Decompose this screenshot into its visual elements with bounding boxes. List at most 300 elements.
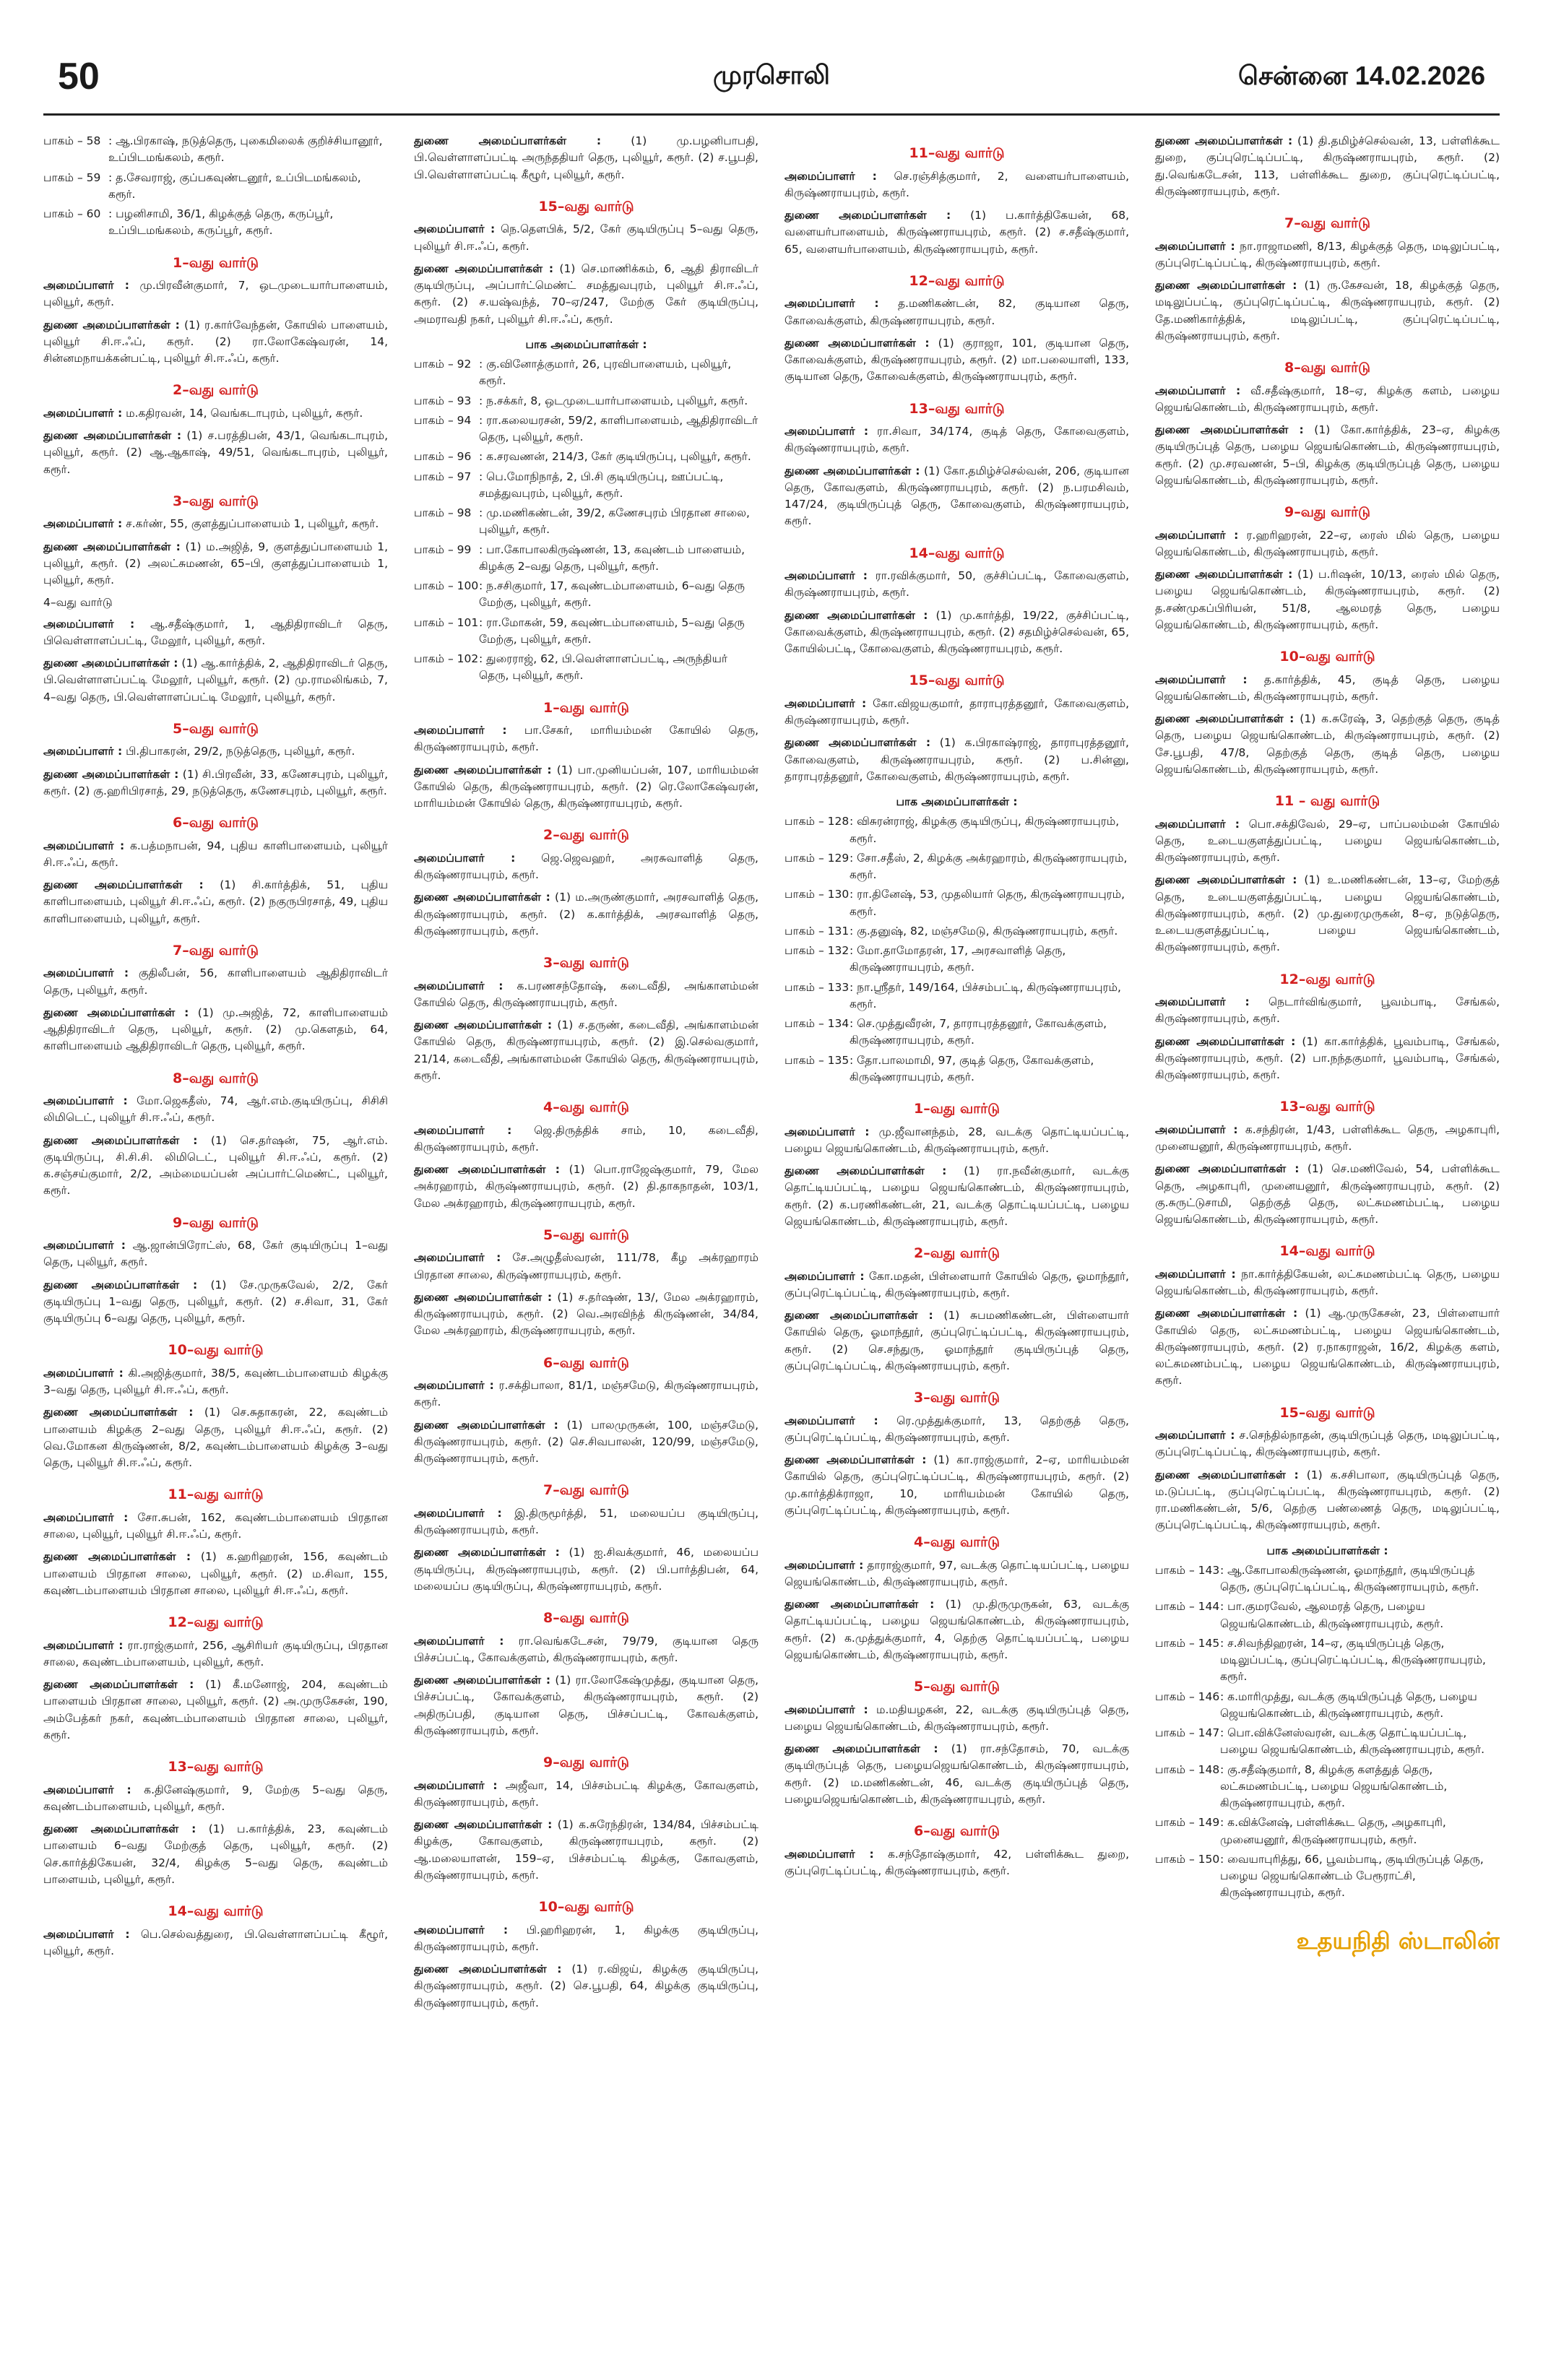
member-details: (1) கா.கார்த்திக், பூவம்பாடி, சேங்கல், கிருஷ்ணராயபுரம், கரூர். (2) பா.நந்தகுமார், பூவம்பாடி, சேங்கல், கிருஷ்ணராயபுரம், கரூர். xyxy=(1155,1034,1500,1081)
ward-heading: 15–வது வார்டு xyxy=(1279,1404,1375,1421)
member-details: பி.திபாகரன், 29/2, நடுத்தெரு, புலியூர், கரூர். xyxy=(122,745,355,758)
role-label: அமைப்பாளர் : xyxy=(414,724,507,737)
booth-number: பாகம் – 100 xyxy=(414,579,479,592)
member-entry xyxy=(43,877,388,927)
role-label: துணை அமைப்பாளர்கள் : xyxy=(1155,873,1297,887)
member-entry xyxy=(43,1093,388,1127)
member-entry xyxy=(43,965,388,999)
member-details: ரா.ராஜ்குமார், 256, ஆசிரியர் குடியிருப்பு, பிரதான சாலை, கவுண்டம்பாளையம், புலியூர், கரூர். xyxy=(43,1638,388,1669)
role-label: துணை அமைப்பாளர்கள் : xyxy=(414,1963,562,1976)
ward-heading: 11–வது வார்டு xyxy=(168,1487,264,1503)
member-details: (1) சே.முருகவேல், 2/2, கேர் குடியிருப்பு 1–வது தெரு, புலியூர், கரூர். (2) ச.சிவா, 31, கேர் குடியிருப்பு 6–வது தெரு, புலியூர், கரூர். xyxy=(43,1278,388,1325)
role-label: துணை அமைப்பாளர்கள் : xyxy=(1155,1034,1296,1048)
member-entry xyxy=(785,168,1129,202)
booth-number: பாகம் – 150 xyxy=(1155,1852,1220,1866)
role-label: துணை அமைப்பாளர்கள் : xyxy=(1155,1468,1299,1481)
member-details: மு.பிரவீன்குமார், 7, ஒடமுடையார்பாளையம், புலியூர், கரூர். xyxy=(43,279,388,309)
ward-heading: 13–வது வார்டு xyxy=(168,1759,264,1775)
ward-label: 4–வது வார்டு xyxy=(43,596,113,610)
role-label: அமைப்பாளர் : xyxy=(43,1239,126,1252)
member-details: (1) ச.தருண், கடைவீதி, அங்காளம்மன் கோயில் தெரு, கிருஷ்ணராயபுரம், கரூர். (2) இ.செல்வகுமார், 21/14, கடைவீதி, அங்காளம்மன் கோயில் தெரு, கிருஷ்ணராயபுரம், கரூர். xyxy=(414,1018,758,1082)
booth-entry xyxy=(1155,1851,1500,1902)
member-details: (1) கா.ராஜ்குமார், 2–ஏ, மாரியம்மன் கோயில் தெரு, குப்புரெட்டிப்பட்டி, கிருஷ்ணராயபுரம், கரூர். (2) மு.கார்த்திக்ராஜா, 10, மாரியம்மன் கோயில் தெரு, குப்புரெட்டிப்பட்டி, கிருஷ்ணராயபுரம், கரூர். xyxy=(785,1453,1129,1517)
member-entry xyxy=(1155,672,1500,706)
role-label: துணை அமைப்பாளர்கள் : xyxy=(785,1598,935,1611)
booth-section-heading: பாக அமைப்பாளர்கள் : xyxy=(525,337,647,351)
member-entry xyxy=(43,428,388,478)
ward-heading: 8–வது வார்டு xyxy=(173,1070,259,1086)
member-details: க.சந்திரன், 1/43, பள்ளிக்கூட தெரு, அழகாபுரி, முனையனூர், கிருஷ்ணராயபுரம், கரூர். xyxy=(1155,1122,1500,1153)
booth-entry xyxy=(414,412,758,446)
member-entry xyxy=(785,1596,1129,1663)
booth-member: : மோ.தாமோதரன், 17, அரசவாளித் தெரு, கிருஷ்ணராயபுரம், கரூர். xyxy=(850,944,1066,974)
ward-heading: 6–வது வார்டு xyxy=(543,1354,629,1371)
member-details: ஆ.சதீஷ்குமார், 1, ஆதிதிராவிடர் தெரு, பிவெள்ளாளப்பட்டி, மேலூர், புலியூர், கரூர். xyxy=(43,617,388,647)
member-details: மு.ஜீவானந்தம், 28, வடக்கு தொட்டியப்பட்டி, பழைய ஜெயங்கொண்டம், கிருஷ்ணராயபுரம், கரூர். xyxy=(785,1125,1129,1155)
ward-heading: 2–வது வார்டு xyxy=(173,382,259,399)
booth-member: : பா.கோபாலகிருஷ்ணன், 13, கவுண்டம் பாளையம், கிழக்கு 2–வது தெரு, புலியூர், கரூர். xyxy=(479,542,745,573)
role-label: அமைப்பாளர் : xyxy=(43,1094,128,1107)
role-label: அமைப்பாளர் : xyxy=(1155,239,1235,253)
role-label: துணை அமைப்பாளர்கள் : xyxy=(785,209,951,222)
role-label: அமைப்பாளர் : xyxy=(43,839,125,852)
member-details: (1) ர.கார்வேந்தன், கோயில் பாளையம், புலியூர் சி.ஈ.ஃப், கரூர். (2) ரா.லோகேஷ்வரன், 14, சின்னமநாயக்கன்பட்டி, புலியூர் சி.ஈ.ஃப், கரூர். xyxy=(43,318,388,365)
member-entry xyxy=(785,1163,1129,1230)
role-label: துணை அமைப்பாளர்கள் : xyxy=(43,657,178,670)
ward-heading: 9–வது வார்டு xyxy=(173,1214,259,1231)
booth-number: பாகம் – 99 xyxy=(414,542,472,556)
booth-member: : பா.குமரவேல், ஆலமரத் தெரு, பழைய ஜெயங்கொண்டம், கிருஷ்ணராயபுரம், கரூர். xyxy=(1220,1600,1444,1630)
booth-member: : ஆ.பிரகாஷ், நடுத்தெரு, புகைமிலைக் குறிச்சியானூர், உப்பிடமங்கலம், கரூர். xyxy=(108,134,383,165)
booth-entry xyxy=(785,1052,1129,1086)
member-details: பொ.சக்திவேல், 29–ஏ, பாப்பலம்மன் கோயில் தெரு, உடையகுளத்துப்பட்டி, பழைய ஜெயங்கொண்டம், கிருஷ்ணராயபுரம், கரூர். xyxy=(1155,817,1500,864)
booth-number: பாகம் – 147 xyxy=(1155,1726,1220,1739)
role-label: அமைப்பாளர் : xyxy=(414,979,503,992)
member-details: (1) செ.மணிவேல், 54, பள்ளிக்கூட தெரு, அழகாபுரி, முனையனூர், கிருஷ்ணராயபுரம், கரூர். (2) கு.சுருட்டுசாமி, தெற்குத் தெரு, லட்சுமணம்பட்டி, பழைய ஜெயங்கொண்டம், கிருஷ்ணராயபுரம், கரூர். xyxy=(1155,1162,1500,1226)
role-label: துணை அமைப்பாளர்கள் : xyxy=(1155,1307,1298,1320)
booth-entry xyxy=(414,469,758,503)
booth-number: பாகம் – 93 xyxy=(414,394,472,407)
role-label: அமைப்பாளர் : xyxy=(43,279,129,292)
member-entry xyxy=(414,1672,758,1739)
role-label: அமைப்பாளர் : xyxy=(785,569,868,582)
member-entry xyxy=(1155,422,1500,489)
member-entry xyxy=(43,1549,388,1599)
member-entry xyxy=(43,1404,388,1471)
member-details: பெ.செல்வத்துரை, பி.வெள்ளாளப்பட்டி கீழூர், புலியூர், கரூர். xyxy=(43,1927,388,1957)
booth-member: : க.சரவணன், 214/3, கேர் குடியிருப்பு, புலியூர், கரூர். xyxy=(479,450,751,464)
member-details: (1) பா.முனியப்பன், 107, மாரியம்மன் கோயில் தெரு, கிருஷ்ணராயபுரம், கரூர். (2) ரெ.லோகேஷ்வரன், மாரியம்மன் கோயில் தெரு, கிருஷ்ணராயபுரம், கரூர். xyxy=(414,763,758,810)
member-entry xyxy=(414,1922,758,1956)
member-entry xyxy=(785,423,1129,457)
member-entry xyxy=(43,1365,388,1399)
member-entry xyxy=(414,1250,758,1284)
member-details: (1) தி.தமிழ்ச்செல்வன், 13, பள்ளிக்கூட துறை, குப்புரெட்டிப்பட்டி, கிருஷ்ணராயபுரம், கரூர். (2) து.வெங்கடேசன், 113, பள்ளிக்கூட துறை, குப்புரெட்டிப்பட்டி, கிருஷ்ணராயபுரம், கரூர். xyxy=(1155,134,1500,198)
ward-heading: 5–வது வார்டு xyxy=(543,1226,629,1243)
member-details: அஜீவா, 14, பிச்சம்பட்டி கிழக்கு, கோவகுளம், கிருஷ்ணராயபுரம், கரூர். xyxy=(414,1778,758,1809)
ward-heading: 6–வது வார்டு xyxy=(914,1823,1000,1839)
member-entry xyxy=(785,735,1129,785)
role-label: துணை அமைப்பாளர்கள் : xyxy=(43,318,180,332)
member-details: சே.அழுதீஸ்வரன், 111/78, கீழ அக்ரஹாரம் பிரதான சாலை, கிருஷ்ணராயபுரம், கரூர். xyxy=(414,1251,758,1281)
role-label: துணை அமைப்பாளர்கள் : xyxy=(43,1133,198,1147)
role-label: துணை அமைப்பாளர்கள் : xyxy=(1155,1162,1300,1176)
member-entry xyxy=(414,1377,758,1411)
booth-number: பாகம் – 58 xyxy=(43,134,101,147)
role-label: துணை அமைப்பாளர்கள் : xyxy=(1155,712,1295,725)
member-details: ஜெ.திருத்திக் சாம், 10, கடைவீதி, கிருஷ்ணராயபுரம், கரூர். xyxy=(414,1123,758,1154)
role-label: துணை அமைப்பாளர்கள் : xyxy=(785,1309,933,1322)
member-details: (1) ஐ.சிவக்குமார், 46, மலையப்ப குடியிருப்பு, கிருஷ்ணராயபுரம், கரூர். (2) பி.பார்த்திபன், 64, மலையப்ப குடியிருப்பு, கிருஷ்ணராயபுரம், கரூர். xyxy=(414,1546,758,1593)
member-entry xyxy=(1155,238,1500,272)
ward-heading: 9–வது வார்டு xyxy=(543,1754,629,1770)
booth-member: : ந.சசிகுமார், 17, கவுண்டம்பாளையம், 6–வது தெரு மேற்கு, புலியூர், கரூர். xyxy=(479,579,745,610)
role-label: அமைப்பாளர் : xyxy=(43,1510,129,1524)
role-label: துணை அமைப்பாளர்கள் : xyxy=(785,336,930,350)
role-label: அமைப்பாளர் : xyxy=(43,1366,124,1380)
booth-number: பாகம் – 128 xyxy=(785,815,850,828)
ward-heading: 13–வது வார்டு xyxy=(1279,1099,1375,1115)
member-entry xyxy=(785,1268,1129,1302)
ward-heading: 3–வது வார்டு xyxy=(914,1390,1000,1406)
member-entry xyxy=(785,1124,1129,1158)
member-entry xyxy=(43,1510,388,1544)
role-label: அமைப்பாளர் : xyxy=(414,1778,498,1792)
role-label: அமைப்பாளர் : xyxy=(1155,817,1240,831)
booth-entry xyxy=(785,850,1129,884)
member-entry xyxy=(1155,872,1500,956)
booth-member: : மு.மணிகண்டன், 39/2, கணேசபுரம் பிரதான சாலை, புலியூர், கரூர். xyxy=(479,506,750,537)
role-label: துணை அமைப்பாளர்கள் : xyxy=(1155,568,1293,581)
role-label: அமைப்பாளர் : xyxy=(785,1269,865,1283)
role-label: அமைப்பாளர் : xyxy=(1155,1267,1236,1281)
role-label: அமைப்பாளர் : xyxy=(414,1506,502,1520)
booth-number: பாகம் – 148 xyxy=(1155,1762,1220,1776)
member-entry xyxy=(414,1633,758,1667)
member-details: குதிலீபன், 56, காளிபாளையம் ஆதிதிராவிடர் தெரு, புலியூர், கரூர். xyxy=(43,966,388,997)
member-entry xyxy=(43,317,388,368)
member-details: கோ.மதன், பிள்ளையார் கோயில் தெரு, ஓமாந்தூர், குப்புரெட்டிப்பட்டி, கிருஷ்ணராயபுரம், கரூர். xyxy=(785,1269,1129,1299)
booth-number: பாகம் – 133 xyxy=(785,980,850,994)
member-details: ம.கதிரவன், 14, வெங்கடாபுரம், புலியூர், கரூர். xyxy=(122,406,363,420)
member-details: (1) குராஜா, 101, குடியான தெரு, கோவைக்குளம், கிருஷ்ணராயபுரம், கரூர். (2) மா.பலையாளி, 133, குடியான தெரு, கோவைக்குளம், கிருஷ்ணராயபுரம், கரூர். xyxy=(785,336,1129,384)
role-label: அமைப்பாளர் : xyxy=(414,851,516,865)
ward-heading: 13–வது வார்டு xyxy=(909,400,1005,417)
role-label: அமைப்பாளர் : xyxy=(785,1414,878,1427)
role-label: அமைப்பாளர் : xyxy=(43,517,123,531)
member-details: (1) கோ.கார்த்திக், 23–ஏ, கிழக்கு குடியிருப்புத் தெரு, பழைய ஜெயங்கொண்டம், கிருஷ்ணராயபுரம், கரூர். (2) மு.சரவணன், 5–பி, கிழக்கு குடியிருப்புத் தெரு, பழைய ஜெயங்கொண்டம், கிருஷ்ணராயபுரம், கரூர். xyxy=(1155,423,1500,487)
booth-entry xyxy=(43,206,388,240)
member-details: ச.கர்ண், 55, குளத்துப்பாளையம் 1, புலியூர், கரூர். xyxy=(122,517,379,531)
ward-heading: 10–வது வார்டு xyxy=(168,1342,264,1359)
booth-entry xyxy=(43,170,388,204)
role-label: துணை அமைப்பாளர்கள் : xyxy=(414,1546,560,1559)
role-label: அமைப்பாளர் : xyxy=(785,1558,864,1572)
role-label: துணை அமைப்பாளர்கள் : xyxy=(43,1822,196,1835)
role-label: அமைப்பாளர் : xyxy=(43,745,123,758)
role-label: துணை அமைப்பாளர்கள் : xyxy=(414,891,550,904)
booth-entry xyxy=(785,923,1129,940)
member-entry xyxy=(1155,566,1500,633)
ward-heading: 3–வது வார்டு xyxy=(543,955,629,971)
booth-member: : வையாபுரித்து, 66, பூவம்பாடி, குடியிருப்புத் தெரு, பழைய ஜெயங்கொண்டம் பேரூராட்சி, கிருஷ்ணராயபுரம், கரூர். xyxy=(1220,1852,1484,1900)
booth-member: : செ.முத்துவீரன், 7, தாராபுரத்தனூர், கோவக்குளம், கிருஷ்ணராயபுரம், கரூர். xyxy=(850,1017,1107,1047)
member-entry xyxy=(1155,1034,1500,1084)
booth-entry xyxy=(785,943,1129,977)
member-details: செ.ரஞ்சித்குமார், 2, வளையர்பாளையம், கிருஷ்ணராயபுரம், கரூர். xyxy=(785,169,1129,199)
member-details: ரா.ரவிக்குமார், 50, குச்சிப்பட்டி, கோவைகுளம், கிருஷ்ணராயபுரம், கரூர். xyxy=(785,569,1129,600)
ward-heading: 14–வது வார்டு xyxy=(1279,1243,1375,1260)
member-details: (1) ம.அஜித், 9, குளத்துப்பாளையம் 1, புலியூர், கரூர். (2) அலட்சுமணன், 65–பி, குளத்துப்பாளையம் 1, புலியூர், கரூர். xyxy=(43,540,388,587)
role-label: அமைப்பாளர் : xyxy=(1155,1429,1235,1442)
member-entry xyxy=(414,1778,758,1812)
role-label: துணை அமைப்பாளர்கள் : xyxy=(414,763,552,776)
member-details: (1) கீ.மனோஜ், 204, கவுண்டம் பாளையம் பிரதான சாலை, புலியூர், கரூர். (2) அ.முருகேசன், 190, அம்பேத்கர் நகர், கவுண்டம்பாளையம் பிரதான சாலை, புலியூர், கரூர். xyxy=(43,1678,388,1741)
role-label: அமைப்பாளர் : xyxy=(1155,995,1250,1008)
member-entry xyxy=(785,335,1129,386)
member-entry xyxy=(414,850,758,884)
booth-member: : த.சேவராஜ், குப்பகவுண்டனூர், உப்பிடமங்கலம், கரூர். xyxy=(108,170,361,201)
member-details: (1) ரா.சந்தோசம், 70, வடக்கு குடியிருப்புத் தெரு, பழையஜெயங்கொண்டம், கிருஷ்ணராயபுரம், கரூர். (2) ம.மணிகண்டன், 46, வடக்கு குடியிருப்புத் தெரு, பழையஜெயங்கொண்டம், கிருஷ்ணராயபுரம், கரூர். xyxy=(785,1742,1129,1806)
member-entry xyxy=(414,221,758,255)
member-entry xyxy=(43,1782,388,1816)
role-label: அமைப்பாளர் : xyxy=(43,617,135,631)
ward-heading: 3–வது வார்டு xyxy=(173,493,259,509)
column-2 xyxy=(414,130,758,2355)
booth-number: பாகம் – 135 xyxy=(785,1053,850,1067)
article-columns xyxy=(43,130,1500,2355)
booth-entry xyxy=(414,651,758,685)
member-entry xyxy=(785,568,1129,602)
member-details: (1) சி.பிரவீன், 33, கணேசபுரம், புலியூர், கரூர். (2) கு.ஹரிபிரசாத், 29, நடுத்தெரு, கணேசபுரம், புலியூர், கரூர். xyxy=(43,767,388,797)
member-entry xyxy=(1155,1305,1500,1389)
member-details: வீ.சதீஷ்குமார், 18–ஏ, கிழக்கு களம், பழைய ஜெயங்கொண்டம், கிருஷ்ணராயபுரம், கரூர். xyxy=(1155,384,1500,414)
member-details: (1) ரா.லோகேஷ்முத்து, குடியான தெரு, பிச்சப்பட்டி, கோவக்குளம், கிருஷ்ணராயபுரம், கரூர். (2) அதிருப்பதி, குடியான தெரு, பிச்சப்பட்டி, கோவக்குளம், கிருஷ்ணராயபுரம், கரூர். xyxy=(414,1674,758,1737)
ward-heading: 8–வது வார்டு xyxy=(543,1610,629,1626)
member-entry xyxy=(1155,1161,1500,1228)
member-entry xyxy=(785,1846,1129,1880)
member-details: (1) உ.மணிகண்டன், 13–ஏ, மேற்குத் தெரு, உடையகுளத்துப்பட்டி, பழைய ஜெயங்கொண்டம், கிருஷ்ணராயபுரம், கரூர். (2) மு.துரைமுருகன், 8–ஏ, நடுத்தெரு, உடையகுளத்துப்பட்டி, பழைய ஜெயங்கொண்டம், கிருஷ்ணராயபுரம், கரூர். xyxy=(1155,873,1500,954)
member-entry xyxy=(414,1161,758,1212)
member-details: (1) செ.மாணிக்கம், 6, ஆதி திராவிடர் குடியிருப்பு, அப்பார்ட்மெண்ட் சமத்துவபுரம், புலியூர் சி.ஈ.ஃப், கரூர். (2) ச.யஷ்வந்த், 70–ஏ/247, மேற்கு கேர் குடியிருப்பு, அமராவதி நகர், புலியூர் சி.ஈ.ஃப், கரூர். xyxy=(414,261,758,326)
booth-number: பாகம் – 131 xyxy=(785,924,850,938)
member-entry xyxy=(414,722,758,756)
role-label: அமைப்பாளர் : xyxy=(1155,1122,1238,1136)
booth-number: பாகம் – 132 xyxy=(785,944,850,957)
booth-number: பாகம் – 60 xyxy=(43,207,101,220)
role-label: துணை அமைப்பாளர்கள் : xyxy=(43,878,204,891)
booth-entry xyxy=(414,542,758,576)
role-label: துணை அமைப்பாளர்கள் : xyxy=(785,464,920,477)
ward-heading: 7–வது வார்டு xyxy=(543,1482,629,1499)
member-details: (1) க.சசிபாலா, குடியிருப்புத் தெரு, ம.டுப்பட்டி, குப்புரெட்டிப்பட்டி, கிருஷ்ணராயபுரம், கரூர். (2) ரா.மணிகண்டன், 5/6, தெற்கு பண்ணைத் தெரு, மடிலுப்பட்டி, குப்புரெட்டிப்பட்டி, கிருஷ்ணராயபுரம், கரூர். xyxy=(1155,1468,1500,1532)
booth-member: : கு.தனுஷ், 82, மஞ்சமேடு, கிருஷ்ணராயபுரம், கரூர். xyxy=(850,924,1118,938)
member-entry xyxy=(43,1277,388,1328)
member-details: இ.திருமூர்த்தி, 51, மலையப்ப குடியிருப்பு, கிருஷ்ணராயபுரம், கரூர். xyxy=(414,1506,758,1536)
member-details: (1) ர.விஜய், கிழக்கு குடியிருப்பு, கிருஷ்ணராயபுரம், கரூர். (2) செ.பூபதி, 64, கிழக்கு குடியிருப்பு, கிருஷ்ணராயபுரம், கரூர். xyxy=(414,1963,758,2009)
member-entry xyxy=(785,207,1129,258)
member-entry xyxy=(414,1817,758,1884)
role-label: அமைப்பாளர் : xyxy=(414,1251,501,1265)
booth-entry xyxy=(1155,1725,1500,1759)
booth-entry xyxy=(785,979,1129,1013)
member-details: (1) ரு.கேசவன், 18, கிழக்குத் தெரு, மடிலுப்பட்டி, குப்புரெட்டிப்பட்டி, கிருஷ்ணராயபுரம், கரூர். (2) தே.மணிகார்த்திக், மடிலுப்பட்டி, குப்புரெட்டிப்பட்டி, கிருஷ்ணராயபுரம், கரூர். xyxy=(1155,279,1500,342)
role-label: அமைப்பாளர் : xyxy=(43,1783,131,1796)
ward-heading: 15–வது வார்டு xyxy=(538,198,634,215)
member-details: (1) ப.ரிஷன், 10/13, ரைஸ் மில் தெரு, பழைய ஜெயங்கொண்டம், கிருஷ்ணராயபுரம், கரூர். (2) த.சண்முகப்பிரியன், 51/8, ஆலமரத் தெரு, பழைய ஜெயங்கொண்டம், கிருஷ்ணராயபுரம், கரூர். xyxy=(1155,568,1500,631)
signature: உதயநிதி ஸ்டாலின் xyxy=(1296,1926,1500,1955)
booth-number: பாகம் – 130 xyxy=(785,888,850,901)
member-entry xyxy=(414,133,758,183)
member-details: ரெ.முத்துக்குமார், 13, தெற்குத் தெரு, குப்புரெட்டிப்பட்டி, கிருஷ்ணராயபுரம், கரூர். xyxy=(785,1414,1129,1444)
member-entry xyxy=(1155,133,1500,200)
role-label: துணை அமைப்பாளர்கள் : xyxy=(1155,279,1297,292)
ward-heading: 5–வது வார்டு xyxy=(173,720,259,737)
role-label: அமைப்பாளர் : xyxy=(414,222,496,236)
member-details: பா.சேகர், மாரியம்மன் கோயில் தெரு, கிருஷ்ணராயபுரம், கரூர். xyxy=(414,724,758,754)
member-entry xyxy=(43,766,388,800)
column-1 xyxy=(43,130,388,2355)
column-4 xyxy=(1155,130,1500,2355)
booth-member: : துரைராஜ், 62, பி.வெள்ளாளப்பட்டி, அருந்தியர் தெரு, புலியூர், கரூர். xyxy=(479,652,727,683)
member-entry xyxy=(43,616,388,650)
member-details: (1) பொ.ராஜேஷ்குமார், 79, மேல அக்ரஹாரம், கிருஷ்ணராயபுரம், கரூர். (2) தி.தாகநாதன், 103/1, மேல அக்ரஹாரம், கிருஷ்ணராயபுரம், கரூர். xyxy=(414,1163,758,1210)
member-entry xyxy=(414,978,758,1012)
booth-number: பாகம் – 96 xyxy=(414,450,472,464)
role-label: துணை அமைப்பாளர்கள் : xyxy=(43,429,182,442)
booth-number: பாகம் – 94 xyxy=(414,413,472,427)
role-label: அமைப்பாளர் : xyxy=(785,1847,874,1861)
ward-heading: 12–வது வார்டு xyxy=(909,272,1005,289)
booth-entry xyxy=(414,449,758,465)
role-label: துணை அமைப்பாளர்கள் : xyxy=(43,1005,189,1019)
booth-entry xyxy=(1155,1562,1500,1596)
role-label: துணை அமைப்பாளர்கள் : xyxy=(414,1418,558,1432)
ward-heading: 6–வது வார்டு xyxy=(173,815,259,831)
member-details: க.பரணசந்தோஷ், கடைவீதி, அங்காளம்மன் கோயில் தெரு, கிருஷ்ணராயபுரம், கரூர். xyxy=(414,979,758,1009)
role-label: அமைப்பாளர் : xyxy=(414,1923,509,1937)
role-label: துணை அமைப்பாளர்கள் : xyxy=(43,540,181,553)
booth-member: : நா.ஸ்ரீதர், 149/164, பிச்சம்பட்டி, கிருஷ்ணராயபுரம், கரூர். xyxy=(850,980,1121,1011)
role-label: துணை அமைப்பாளர்கள் : xyxy=(414,1818,553,1831)
role-label: துணை அமைப்பாளர்கள் : xyxy=(414,1163,560,1176)
ward-heading: 14–வது வார்டு xyxy=(168,1903,264,1919)
member-entry xyxy=(414,762,758,813)
member-details: க.பத்மநாபன், 94, புதிய காளிபாளையம், புலியூர் சி.ஈ.ஃப், கரூர். xyxy=(43,839,388,869)
ward-heading: 2–வது வார்டு xyxy=(543,827,629,844)
member-entry xyxy=(785,1413,1129,1447)
ward-heading: 12–வது வார்டு xyxy=(1279,971,1375,987)
member-details: (1) ச.தர்ஷண், 13/, மேல அக்ரஹாரம், கிருஷ்ணராயபுரம், கரூர். (2) வெ.அரவிந்த் கிருஷ்ணன், 34/84, மேல அக்ரஹாரம், கிருஷ்ணராயபுரம், கரூர். xyxy=(414,1290,758,1338)
booth-number: பாகம் – 129 xyxy=(785,851,850,865)
member-details: நா.கார்த்திகேயன், லட்சுமணம்பட்டி தெரு, பழைய ஜெயங்கொண்டம், கிருஷ்ணராயபுரம், கரூர். xyxy=(1155,1267,1500,1297)
member-details: ஆ.ஜான்பிரோட்ஸ், 68, கேர் குடியிருப்பு 1–வது தெரு, புலியூர், கரூர். xyxy=(43,1239,388,1269)
role-label: அமைப்பாளர் : xyxy=(1155,384,1241,397)
booth-entry xyxy=(414,356,758,390)
member-details: ர.ஹரிஹரன், 22–ஏ, ரைஸ் மில் தெரு, பழைய ஜெயங்கொண்டம், கிருஷ்ணராயபுரம், கரூர். xyxy=(1155,528,1500,558)
member-entry xyxy=(1155,1122,1500,1156)
member-details: கோ.விஜயகுமார், தாராபுரத்தனூர், கோவைகுளம், கிருஷ்ணராயபுரம், கரூர். xyxy=(785,696,1129,727)
booth-entry xyxy=(1155,1762,1500,1812)
ward-heading: 4–வது வார்டு xyxy=(543,1099,629,1115)
member-details: (1) கோ.தமிழ்ச்செல்வன், 206, குடியான தெரு, கோவகுளம், கிருஷ்ணராயபுரம், கரூர். (2) ந.பரமசிவம், 147/24, குடியிருப்புத் தெரு, கோவைகுளம், கிருஷ்ணராயபுரம், கரூர். xyxy=(785,464,1129,528)
member-details: (1) மு.பழனிபாபதி, பி.வெள்ளாளப்பட்டி அருந்ததியர் தெரு, புலியூர், கரூர். (2) ச.பூபதி, பி.வெள்ளாளப்பட்டி கீழூர், புலியூர், கரூர். xyxy=(414,134,758,181)
role-label: அமைப்பாளர் : xyxy=(43,1638,124,1652)
member-entry xyxy=(43,1005,388,1055)
member-details: (1) ச.பரத்திபன், 43/1, வெங்கடாபுரம், புலியூர், கரூர். (2) ஆ.ஆகாஷ், 49/51, வெங்கடாபுரம், புலியூர், கரூர். xyxy=(43,429,388,476)
booth-entry xyxy=(414,578,758,612)
member-details: கி.அஜித்குமார், 38/5, கவுண்டம்பாளையம் கிழக்கு 3–வது தெரு, புலியூர் சி.ஈ.ஃப், கரூர். xyxy=(43,1366,388,1396)
booth-member: : பெ.மோநிநாத், 2, பி.சி குடியிருப்பு, ஊப்பட்டி, சமத்துவபுரம், புலியூர், கரூர். xyxy=(479,469,724,500)
member-details: (1) சுபமணிகண்டன், பிள்ளையார் கோயில் தெரு, ஓமாந்தூர், குப்புரெட்டிப்பட்டி, கிருஷ்ணராயபுரம், கரூர். (2) செ.சந்துரு, ஓமாந்தூர் குடியிருப்புத் தெரு, குப்புரெட்டிப்பட்டி, கிருஷ்ணராயபுரம், கரூர். xyxy=(785,1309,1129,1372)
booth-entry xyxy=(414,393,758,410)
booth-number: பாகம் – 146 xyxy=(1155,1689,1220,1703)
role-label: அமைப்பாளர் : xyxy=(43,1927,130,1941)
member-details: தாராஜ்குமார், 97, வடக்கு தொட்டியப்பட்டி, பழைய ஜெயங்கொண்டம், கிருஷ்ணராயபுரம், கரூர். xyxy=(785,1558,1129,1588)
role-label: துணை அமைப்பாளர்கள் : xyxy=(785,1453,927,1466)
booth-number: பாகம் – 134 xyxy=(785,1017,850,1030)
role-label: அமைப்பாளர் : xyxy=(414,1379,494,1392)
member-entry xyxy=(1155,816,1500,867)
member-entry xyxy=(1155,277,1500,345)
booth-entry xyxy=(1155,1635,1500,1686)
booth-member: : ரா.கலையரசன், 59/2, காளிபாளையம், ஆதிதிராவிடர் தெரு, புலியூர், கரூர். xyxy=(479,413,758,443)
booth-member: : ஆ.கோபாலகிருஷ்ணன், ஓமாந்தூர், குடியிருப்புத் தெரு, குப்புரெட்டிப்பட்டி, கிருஷ்ணராயபுரம், கரூர். xyxy=(1220,1563,1479,1593)
member-details: ச.செந்தில்நாதன், குடியிருப்புத் தெரு, மடிலுப்பட்டி, குப்புரெட்டிப்பட்டி, கிருஷ்ணராயபுரம், கரூர். xyxy=(1155,1429,1500,1459)
role-label: துணை அமைப்பாளர்கள் : xyxy=(43,1678,194,1691)
ward-heading: 15–வது வார்டு xyxy=(909,672,1005,689)
member-entry xyxy=(414,1289,758,1340)
booth-member: : தோ.பாலமாமி, 97, குடித் தெரு, கோவக்குளம், கிருஷ்ணராயபுரம், கரூர். xyxy=(850,1053,1094,1083)
booth-number: பாகம் – 98 xyxy=(414,506,472,519)
role-label: துணை அமைப்பாளர்கள் : xyxy=(785,608,928,622)
member-entry xyxy=(1155,383,1500,417)
member-entry xyxy=(1155,527,1500,561)
member-details: மோ.ஜெகதீஸ், 74, ஆர்.எம்.குடியிருப்பு, சிசிசி லிமிடெட், புலியூர் சி.ஈ.ஃப், கரூர். xyxy=(43,1094,388,1125)
member-details: (1) செ.தர்ஷன், 75, ஆர்.எம். குடியிருப்பு, சி.சி.சி. லிமிடெட், புலியூர் சி.ஈ.ஃப், கரூர். (2) க.சஞ்சய்குமார், 2/2, அம்மையப்பன் அப்பார்ட்மெண்ட், புலியூர், கரூர். xyxy=(43,1133,388,1198)
member-entry xyxy=(1155,1467,1500,1534)
member-entry xyxy=(1155,1427,1500,1461)
booth-number: பாகம் – 59 xyxy=(43,170,101,184)
member-entry xyxy=(1155,1266,1500,1300)
booth-number: பாகம் – 92 xyxy=(414,358,472,371)
member-entry xyxy=(1155,994,1500,1028)
booth-section-heading: பாக அமைப்பாளர்கள் : xyxy=(1266,1544,1388,1557)
ward-heading: 8–வது வார்டு xyxy=(1284,360,1370,376)
member-details: பி.ஹரிஹரன், 1, கிழக்கு குடியிருப்பு, கிருஷ்ணராயபுரம், கரூர். xyxy=(414,1923,758,1953)
member-details: த.கார்த்திக், 45, குடித் தெரு, பழைய ஜெயங்கொண்டம், கிருஷ்ணராயபுரம், கரூர். xyxy=(1155,672,1500,703)
booth-entry xyxy=(414,505,758,539)
role-label: துணை அமைப்பாளர்கள் : xyxy=(414,134,602,147)
role-label: அமைப்பாளர் : xyxy=(785,1125,870,1138)
booth-member: : க.விக்னேஷ், பள்ளிக்கூட தெரு, அழகாபுரி, முனையனூர், கிருஷ்ணராயபுரம், கரூர். xyxy=(1220,1816,1446,1846)
column-3 xyxy=(785,130,1129,2355)
booth-member: : சோ.சதீஸ், 2, கிழக்கு அக்ரஹாரம், கிருஷ்ணராயபுரம், கரூர். xyxy=(850,851,1128,881)
dateline: சென்னை 14.02.2026 xyxy=(1237,61,1485,90)
member-entry xyxy=(43,1637,388,1671)
role-label: அமைப்பாளர் : xyxy=(785,297,879,311)
page-number: 50 xyxy=(58,56,100,98)
role-label: அமைப்பாளர் : xyxy=(43,966,129,980)
member-entry xyxy=(43,277,388,311)
role-label: துணை அமைப்பாளர்கள் : xyxy=(43,1406,194,1419)
member-details: சோ.சுபன், 162, கவுண்டம்பாளையம் பிரதான சாலை, புலியூர், புலியூர் சி.ஈ.ஃப், கரூர். xyxy=(43,1510,388,1541)
booth-section-heading: பாக அமைப்பாளர்கள் : xyxy=(896,795,1018,808)
role-label: அமைப்பாளர் : xyxy=(1155,528,1239,542)
ward-heading: 1–வது வார்டு xyxy=(914,1101,1000,1117)
member-details: (1) க.சுரேஷ், 3, தெற்குத் தெரு, குடித் தெரு, பழைய ஜெயங்கொண்டம், கிருஷ்ணராயபுரம், கரூர். (2) சே.பூபதி, 47/8, தெற்குத் தெரு, குடித் தெரு, பழைய ஜெயங்கொண்டம், கிருஷ்ணராயபுரம், கரூர். xyxy=(1155,712,1500,776)
member-details: நா.ராஜாமணி, 8/13, கிழக்குத் தெரு, மடிலுப்பட்டி, குப்புரெட்டிப்பட்டி, கிருஷ்ணராயபுரம், கரூர். xyxy=(1155,239,1500,269)
